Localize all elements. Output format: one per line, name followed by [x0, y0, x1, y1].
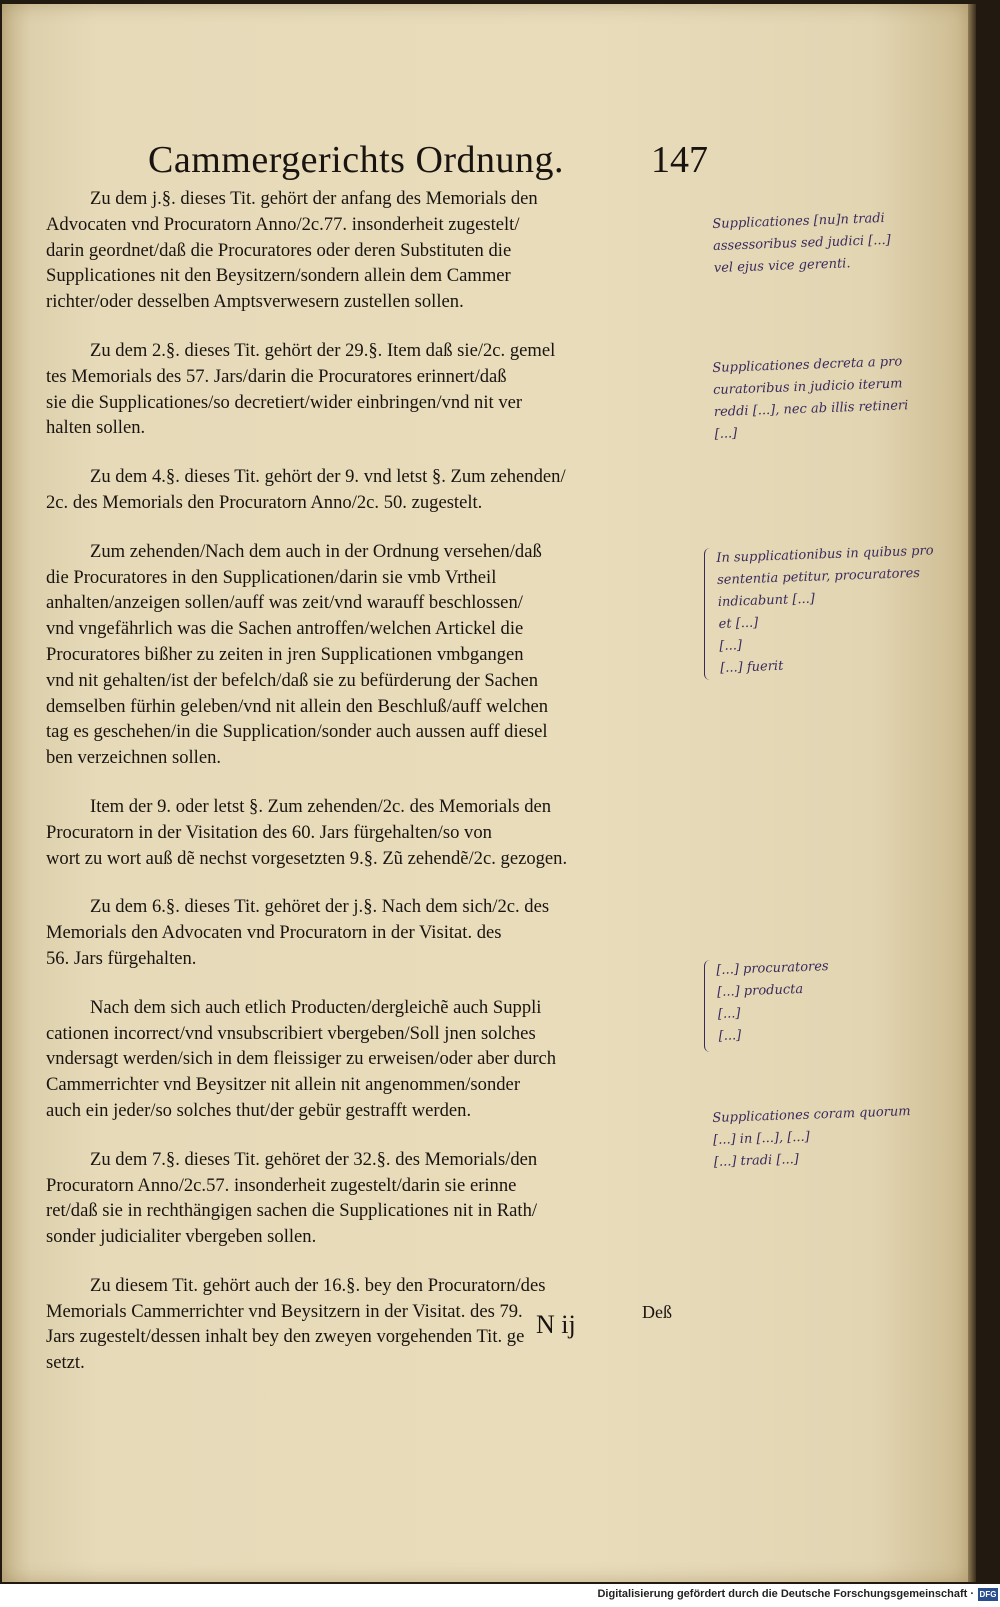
text-line: Zu dem j.§. dieses Tit. gehört der anfang des Memorials den — [90, 188, 538, 209]
text-line: vnd vngefährlich was die Sachen antroffen/welchen Artickel die — [46, 618, 524, 640]
text-line: Zu diesem Tit. gehört auch der 16.§. bey den Procuratorn/des — [90, 1274, 546, 1296]
annotation-line: In supplicationibus in quibus pro — [716, 543, 934, 566]
annotation-line: [...] — [718, 1028, 742, 1044]
paragraph — [46, 338, 706, 441]
text-line: tes Memorials des 57. Jars/darin die Procuratores erinnert/daß — [46, 365, 507, 387]
annotation-line: [...] producta — [716, 981, 804, 1000]
text-line: Memorials Cammerrichter vnd Beysitzern in der Visitat. des 79. — [46, 1300, 523, 1322]
text-line: Procuratorn Anno/2c.57. insonderheit zugestelt/darin sie erinne — [46, 1174, 517, 1196]
margin-annotation — [712, 1101, 913, 1174]
text-line: Zu dem 4.§. dieses Tit. gehört der 9. vnd letst §. Zum zehenden/ — [90, 466, 566, 488]
text-line: Procuratores bißher zu zeiten in jren Supplicationen vmbgangen — [46, 643, 524, 665]
text-line: 2c. des Memorials den Procuratorn Anno/2c. 50. zugestelt. — [46, 491, 483, 513]
annotation-line: reddi [...], nec ab illis retineri — [713, 398, 909, 420]
annotation-bracket — [704, 960, 715, 1052]
text-line: anhalten/anzeigen sollen/auff was zeit/vnd warauff beschlossen/ — [46, 592, 523, 614]
paragraph — [46, 464, 706, 516]
text-line: Item der 9. oder letst §. Zum zehenden/2c. des Memorials den — [90, 795, 552, 817]
annotation-bracket — [704, 548, 715, 680]
paragraph — [46, 1147, 706, 1250]
text-line: auch ein jeder/so solches thut/der gebür gestrafft werden. — [46, 1099, 472, 1121]
annotation-line: [...] procuratores — [716, 959, 829, 978]
margin-annotation — [716, 540, 938, 680]
annotation-line: [...] — [717, 1006, 741, 1022]
page-edge — [968, 4, 976, 1582]
annotation-line: [...] — [714, 426, 738, 442]
text-line: ben verzeichnen sollen. — [46, 747, 222, 769]
text-line: halten sollen. — [46, 417, 146, 439]
text-line: cationen incorrect/vnd vnsubscribiert vbergeben/Soll jnen solches — [46, 1022, 536, 1044]
text-line: wort zu wort auß dẽ nechst vorgesetzten 9.§. Zũ zehendẽ/2c. gezogen. — [46, 847, 568, 869]
page-number: 147 — [651, 139, 708, 181]
text-line: die Procuratores in den Supplicationen/darin sie vmb Vrtheil — [46, 566, 497, 588]
text-line: Nach dem sich auch etlich Producten/dergleichẽ auch Suppli — [90, 996, 542, 1018]
margin-annotation — [712, 208, 892, 280]
dfg-logo: DFG — [979, 1590, 997, 1599]
margin-annotation — [716, 956, 831, 1048]
text-line: tag es geschehen/in die Supplication/sonder auch aussen auff diesel — [46, 721, 548, 743]
text-line: Zu dem 6.§. dieses Tit. gehöret der j.§. Nach dem sich/2c. des — [90, 896, 550, 918]
paragraph — [46, 1273, 706, 1376]
annotation-line: curatoribus in judicio iterum — [712, 376, 903, 398]
text-line: ret/daß sie in rechthängigen sachen die Supplicationes nit in Rath/ — [46, 1200, 538, 1222]
body-text — [46, 186, 706, 1376]
paragraph — [46, 894, 706, 971]
paragraph — [46, 186, 706, 315]
catchword: Deß — [642, 1302, 672, 1322]
signature-mark: N ij — [536, 1310, 576, 1339]
funding-credit: Digitalisierung gefördert durch die Deutsche Forschungsgemeinschaft · — [597, 1588, 974, 1600]
annotation-line: [...] fuerit — [719, 658, 784, 676]
margin-annotation — [712, 351, 909, 446]
annotation-line: [...] — [719, 638, 743, 654]
text-line: Advocaten vnd Procuratorn Anno/2c.77. insonderheit zugestelt/ — [46, 213, 520, 235]
annotation-line: [...] tradi [...] — [713, 1152, 800, 1170]
text-line: Jars zugestelt/dessen inhalt bey den zweyen vorgehenden Tit. ge — [46, 1326, 525, 1348]
annotation-line: indicabunt [...] — [717, 591, 816, 610]
text-line: darin geordnet/daß die Procuratores oder deren Substituten die — [46, 239, 512, 261]
annotation-line: et [...] — [718, 615, 759, 632]
text-line: Procuratorn in der Visitation des 60. Jars fürgehalten/so von — [46, 821, 492, 843]
running-head: Cammergerichts Ordnung. — [148, 139, 565, 181]
text-line: sonder judicialiter vbergeben sollen. — [46, 1226, 317, 1248]
page-header — [148, 138, 708, 186]
paragraph — [46, 539, 706, 771]
annotation-line: Supplicationes decreta a pro — [712, 354, 903, 376]
annotation-line: sententia petitur, procuratores — [716, 565, 921, 588]
paragraph — [46, 995, 706, 1124]
text-line: Supplicationes nit den Beysitzern/sondern allein dem Cammer — [46, 265, 511, 287]
annotation-line: [...] in [...], [...] — [712, 1129, 811, 1148]
text-line: richter/oder desselben Amptsverwesern zustellen sollen. — [46, 291, 464, 313]
text-line: 56. Jars fürgehalten. — [46, 947, 197, 969]
text-line: demselben fürhin geleben/vnd nit allein den Beschluß/auff welchen — [46, 695, 549, 717]
annotation-line: vel ejus vice gerenti. — [713, 256, 851, 276]
annotation-line: Supplicationes [nu]n tradi — [712, 210, 885, 232]
text-line: vnd nit gehalten/ist der befelch/daß sie zu befürderung der Sachen — [46, 669, 539, 691]
text-line: sie die Supplicationes/so decretiert/wider einbringen/vnd nit ver — [46, 391, 523, 413]
text-line: Cammerrichter vnd Beysitzer nit allein nit angenommen/sonder — [46, 1074, 521, 1096]
text-line: Memorials den Advocaten vnd Procuratorn in der Visitat. des — [46, 922, 502, 944]
text-line: vndersagt werden/sich in dem fleissiger zu erweisen/oder aber durch — [46, 1048, 557, 1070]
text-line: setzt. — [46, 1352, 85, 1374]
text-line: Zum zehenden/Nach dem auch in der Ordnung versehen/daß — [90, 540, 542, 562]
annotation-line: Supplicationes coram quorum — [712, 1104, 911, 1126]
paragraph — [46, 794, 706, 871]
text-line: Zu dem 7.§. dieses Tit. gehöret der 32.§. des Memorials/den — [90, 1148, 538, 1170]
text-line: Zu dem 2.§. dieses Tit. gehört der 29.§. Item daß sie/2c. gemel — [90, 339, 556, 361]
annotation-line: assessoribus sed judici [...] — [712, 232, 891, 254]
footer — [0, 1584, 1000, 1607]
